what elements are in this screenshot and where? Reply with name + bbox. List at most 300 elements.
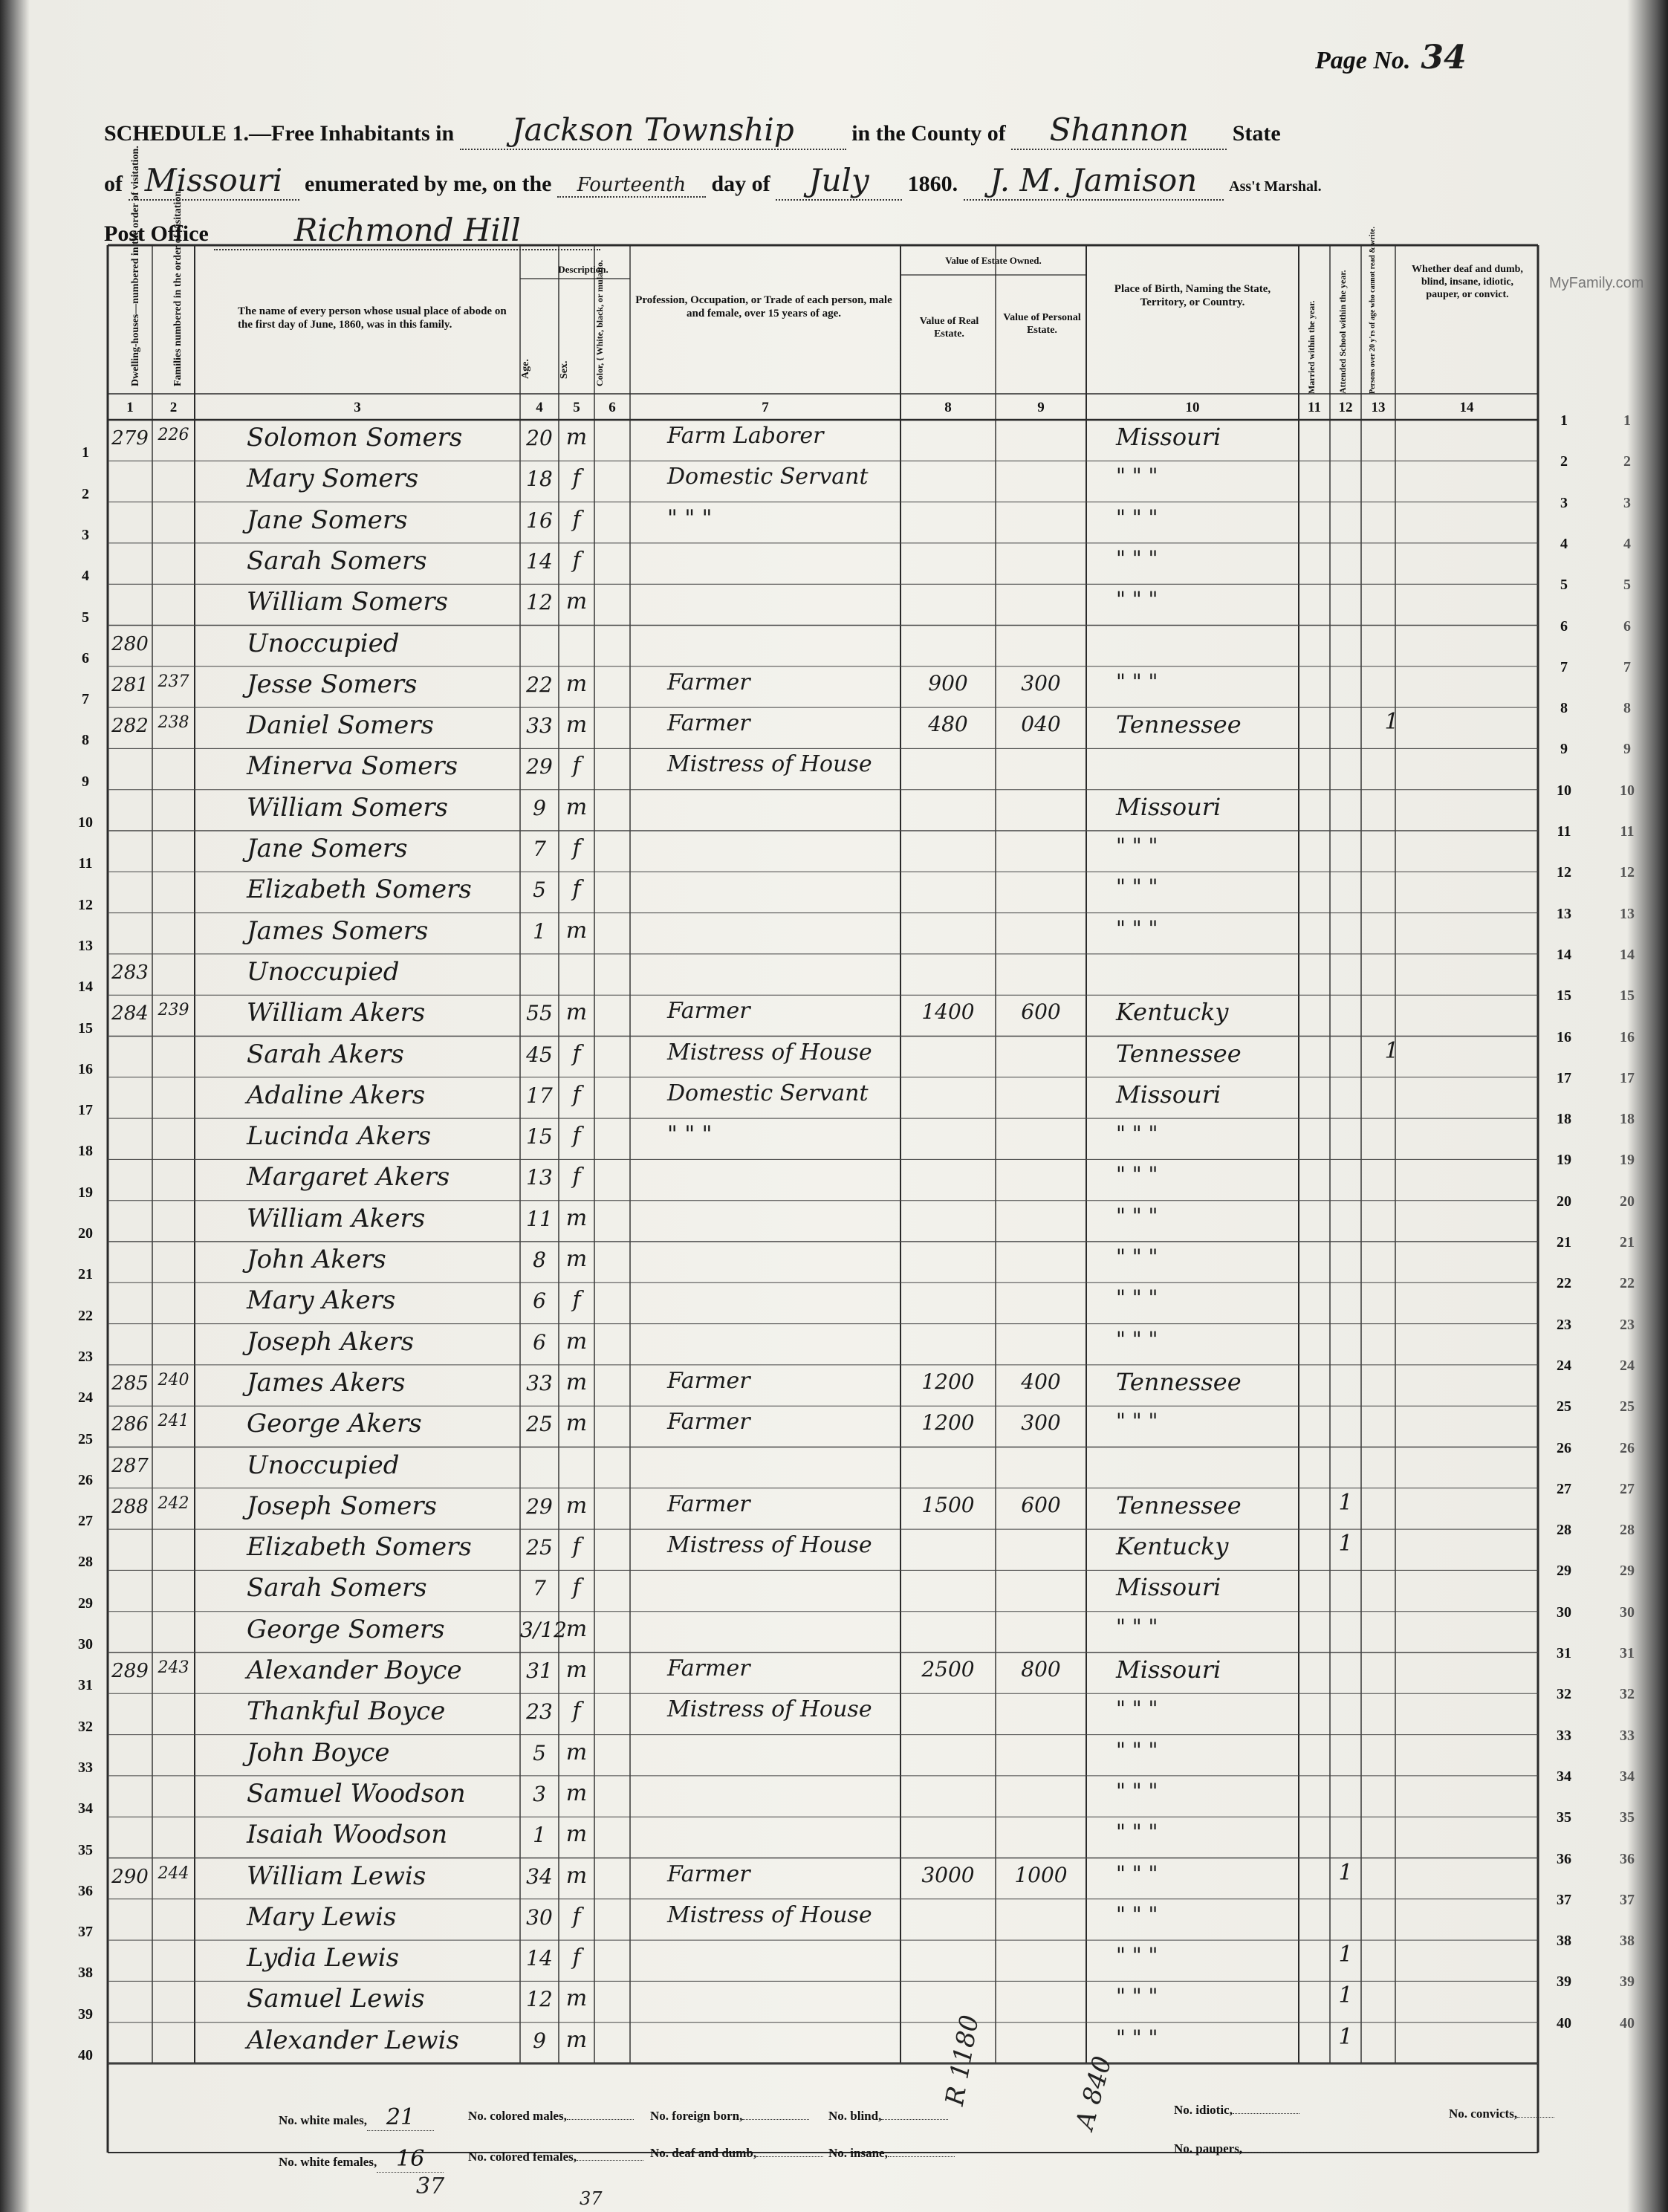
person-name: William Somers (247, 792, 448, 823)
post-office-name: Richmond Hill (293, 212, 521, 248)
occupation: Domestic Servant (667, 464, 869, 490)
sex: f (572, 506, 581, 533)
age: 11 (526, 1206, 553, 1231)
person-name: Sarah Somers (247, 545, 427, 576)
age: 34 (526, 1864, 553, 1889)
person-name: Lydia Lewis (247, 1943, 400, 1973)
sex: f (572, 1945, 581, 1971)
right-line-number: 3 (1560, 494, 1568, 511)
age: 12 (526, 1987, 553, 2012)
real-estate-value: 1400 (921, 999, 975, 1025)
right-line-number: 7 (1623, 658, 1631, 675)
schedule-header-line-1: SCHEDULE 1.—Free Inhabitants in Jackson Township in the County of Shannon State (104, 111, 1281, 150)
right-line-number: 21 (1620, 1234, 1635, 1251)
right-line-number: 29 (1557, 1563, 1571, 1580)
enumeration-month: July (808, 162, 869, 198)
person-name: Isaiah Woodson (247, 1820, 448, 1850)
right-line-number: 36 (1620, 1850, 1635, 1867)
age: 18 (526, 467, 553, 492)
col-header-family: Families numbered in the order of visitation. (172, 188, 184, 386)
right-line-number: 35 (1557, 1809, 1571, 1826)
personal-estate-value: 600 (1021, 1492, 1061, 1517)
col-header-age: Age. (520, 359, 531, 379)
right-line-number: 8 (1623, 700, 1631, 717)
birthplace: Kentucky (1116, 1532, 1229, 1561)
row-line-number: 26 (78, 1471, 93, 1488)
watermark: MyFamily.com (1549, 275, 1644, 291)
occupation: " " " (667, 505, 713, 531)
real-estate-value: 3000 (921, 1862, 975, 1887)
right-line-number: 38 (1557, 1933, 1571, 1950)
family-number: 241 (158, 1412, 189, 1431)
right-line-number: 31 (1620, 1645, 1635, 1661)
age: 16 (526, 507, 553, 533)
birthplace: Missouri (1116, 423, 1221, 451)
right-line-number: 36 (1557, 1850, 1571, 1867)
column-number: 9 (1037, 400, 1045, 415)
right-line-number: 14 (1620, 946, 1635, 963)
age: 25 (526, 1535, 553, 1560)
person-name: Samuel Lewis (247, 1984, 425, 2014)
col-header-condition: Whether deaf and dumb, blind, insane, idiotic, pauper, or convict. (1412, 264, 1523, 300)
sex: f (572, 835, 581, 861)
right-line-number: 12 (1557, 864, 1571, 881)
right-line-number: 40 (1620, 2014, 1635, 2031)
col-header-birthplace: Place of Birth, Naming the State, Territory, or Country. (1114, 283, 1271, 308)
sex: m (565, 424, 588, 450)
person-name: Joseph Akers (247, 1326, 415, 1357)
sex: m (565, 1410, 588, 1437)
sex: f (572, 876, 581, 903)
col-header-real-estate: Value of Real Estate. (919, 316, 979, 340)
col-header-sex: Sex. (559, 360, 570, 379)
right-line-number: 24 (1620, 1357, 1635, 1374)
sex: m (565, 1204, 588, 1231)
person-name: Elizabeth Somers (247, 1532, 472, 1563)
occupation: Farmer (667, 998, 750, 1025)
personal-estate-value: 800 (1021, 1657, 1061, 1681)
right-line-number: 17 (1620, 1069, 1635, 1086)
age: 55 (526, 1001, 553, 1026)
person-name: Margaret Akers (247, 1162, 450, 1193)
right-line-number: 19 (1620, 1152, 1635, 1169)
person-name: Thankful Boyce (247, 1696, 446, 1727)
birthplace: " " " (1116, 1203, 1158, 1228)
col-header-married: Married within the year. (1306, 300, 1317, 394)
occupation: Mistress of House (667, 751, 872, 778)
right-line-number: 6 (1623, 617, 1631, 635)
row-line-number: 15 (78, 1019, 93, 1037)
age: 29 (526, 1493, 553, 1519)
row-line-number: 29 (78, 1595, 93, 1612)
sex: m (565, 794, 588, 820)
person-name: Mary Lewis (247, 1901, 397, 1932)
sex: f (572, 1534, 581, 1560)
row-line-number: 22 (78, 1307, 93, 1324)
col-header-illiterate: Persons over 20 y'rs of age who cannot read & write. (1369, 227, 1377, 394)
person-name: George Somers (247, 1614, 445, 1644)
person-name: Alexander Boyce (247, 1655, 462, 1685)
age: 14 (526, 1946, 553, 1971)
right-line-number: 4 (1623, 535, 1631, 552)
birthplace: " " " (1116, 1245, 1158, 1269)
illiterate-mark: 1 (1384, 1037, 1399, 1064)
right-line-number: 26 (1557, 1439, 1571, 1456)
birthplace: " " " (1116, 1409, 1158, 1434)
row-line-number: 19 (78, 1184, 93, 1201)
person-name: Unoccupied (247, 1450, 400, 1480)
age: 22 (526, 672, 553, 697)
birthplace: " " " (1116, 587, 1158, 612)
right-line-number: 9 (1560, 741, 1568, 758)
right-line-number: 15 (1620, 987, 1635, 1005)
person-name: Sarah Somers (247, 1573, 427, 1603)
row-line-number: 24 (78, 1389, 93, 1407)
right-line-number: 11 (1620, 823, 1635, 840)
footer-white-females: No. white females, 16 (279, 2146, 444, 2173)
family-number: 240 (158, 1370, 189, 1389)
column-number: 8 (944, 400, 952, 415)
person-name: George Akers (247, 1409, 422, 1439)
col-header-personal-estate: Value of Personal Estate. (1003, 312, 1081, 336)
birthplace: Tennessee (1116, 1367, 1242, 1396)
right-line-number: 19 (1557, 1152, 1571, 1169)
age: 33 (526, 713, 553, 739)
occupation: Domestic Servant (667, 1080, 869, 1106)
sex: m (565, 1615, 588, 1642)
sex: m (565, 1739, 588, 1765)
row-line-number: 30 (78, 1636, 93, 1652)
occupation: " " " (667, 1121, 713, 1148)
person-name: Joseph Somers (247, 1491, 437, 1521)
person-name: William Somers (247, 587, 448, 617)
personal-estate-value: 300 (1021, 1410, 1061, 1436)
row-line-number: 31 (78, 1677, 93, 1694)
age: 45 (526, 1042, 553, 1067)
row-line-number: 2 (82, 485, 89, 502)
right-line-number: 8 (1560, 700, 1568, 717)
row-line-number: 18 (78, 1143, 93, 1160)
illiterate-mark: 1 (1384, 709, 1399, 736)
right-line-number: 34 (1620, 1768, 1635, 1785)
col-header-name: The name of every person whose usual place of abode on the first day of June, 1860, was in this family. (238, 305, 507, 331)
age: 3/12 (520, 1617, 567, 1642)
real-estate-value: 900 (928, 670, 968, 695)
birthplace: " " " (1116, 1820, 1158, 1845)
row-line-number: 21 (78, 1266, 93, 1283)
sex: f (572, 1081, 581, 1108)
row-line-number: 9 (82, 773, 89, 790)
birthplace: Tennessee (1116, 710, 1242, 739)
right-line-number: 26 (1620, 1439, 1635, 1456)
person-name: William Lewis (247, 1861, 426, 1891)
school-mark: 1 (1338, 1859, 1353, 1886)
person-name: John Boyce (247, 1737, 390, 1768)
row-line-number: 13 (78, 937, 93, 954)
row-line-number: 7 (82, 691, 89, 708)
right-line-number: 3 (1623, 494, 1631, 511)
row-line-number: 33 (78, 1759, 93, 1776)
sex: m (565, 2026, 588, 2053)
footer-idiotic: No. idiotic, (1174, 2103, 1299, 2118)
row-line-number: 28 (78, 1554, 93, 1571)
row-line-number: 1 (82, 444, 89, 461)
sex: m (565, 588, 588, 615)
birthplace: " " " (1116, 915, 1158, 941)
right-line-number: 28 (1620, 1522, 1635, 1539)
footer-deaf-dumb: No. deaf and dumb, (650, 2146, 823, 2161)
sex: m (565, 1246, 588, 1272)
dwelling-number: 287 (111, 1454, 149, 1477)
person-name: John Akers (247, 1245, 386, 1274)
footer-paupers: No. paupers, (1174, 2141, 1309, 2156)
family-number: 243 (158, 1658, 189, 1677)
person-name: Unoccupied (247, 956, 400, 987)
footer-real-estate-total: R 1180 (940, 2012, 985, 2108)
right-line-number: 18 (1620, 1111, 1635, 1128)
real-estate-value: 480 (928, 712, 968, 737)
family-number: 242 (158, 1493, 189, 1513)
person-name: William Akers (247, 998, 426, 1028)
person-name: Jane Somers (247, 505, 408, 535)
right-line-number: 22 (1620, 1275, 1635, 1292)
right-line-number: 15 (1557, 987, 1571, 1005)
row-line-number: 8 (82, 732, 89, 749)
right-line-number: 27 (1620, 1480, 1635, 1497)
age: 23 (526, 1699, 553, 1725)
sex: m (565, 1369, 588, 1395)
col-header-school: Attended School within the year. (1337, 270, 1348, 394)
age: 3 (533, 1781, 546, 1806)
age: 1 (533, 1823, 546, 1848)
age: 5 (533, 1740, 546, 1765)
birthplace: Tennessee (1116, 1491, 1242, 1519)
dwelling-number: 279 (111, 427, 149, 450)
right-line-number: 40 (1557, 2014, 1571, 2031)
col-header-estate: Value of Estate Owned. (945, 255, 1042, 266)
real-estate-value: 1500 (921, 1492, 975, 1517)
row-line-number: 4 (82, 568, 89, 585)
occupation: Mistress of House (667, 1696, 872, 1723)
right-line-number: 6 (1560, 617, 1568, 635)
right-line-number: 23 (1557, 1316, 1571, 1333)
schedule-header-line-3: Post Office Richmond Hill (104, 212, 600, 250)
right-line-number: 20 (1620, 1193, 1635, 1210)
dwelling-number: 281 (111, 673, 149, 696)
birthplace: Missouri (1116, 792, 1221, 821)
row-line-number: 37 (78, 1924, 93, 1941)
age: 15 (526, 1124, 553, 1149)
person-name: Adaline Akers (247, 1080, 426, 1110)
birthplace: " " " (1116, 1162, 1158, 1187)
age: 17 (526, 1083, 553, 1108)
person-name: Mary Akers (247, 1285, 396, 1316)
sex: f (572, 1574, 581, 1601)
birthplace: " " " (1116, 834, 1158, 858)
dwelling-number: 286 (111, 1413, 149, 1436)
dwelling-number: 282 (111, 715, 149, 738)
sex: f (572, 1123, 581, 1149)
person-name: James Akers (247, 1367, 406, 1398)
sex: m (565, 670, 588, 697)
row-line-number: 16 (78, 1060, 93, 1077)
footer-bottom-number: 37 (580, 2188, 603, 2209)
row-line-number: 10 (78, 814, 93, 831)
person-name: Unoccupied (247, 628, 400, 658)
birthplace: " " " (1116, 1326, 1158, 1352)
footer-blind: No. blind, (828, 2109, 948, 2124)
birthplace: " " " (1116, 1984, 1158, 2009)
birthplace: " " " (1116, 2025, 1158, 2050)
right-line-number: 16 (1620, 1028, 1635, 1045)
birthplace: " " " (1116, 505, 1158, 530)
occupation: Farmer (667, 669, 750, 695)
age: 1 (533, 918, 546, 944)
age: 25 (526, 1412, 553, 1437)
family-number: 239 (158, 1001, 189, 1020)
birthplace: " " " (1116, 1737, 1158, 1762)
real-estate-value: 2500 (921, 1657, 975, 1681)
footer-personal-estate-total: A 840 (1070, 2053, 1118, 2133)
sex: m (565, 1985, 588, 2012)
right-line-number: 11 (1557, 823, 1571, 840)
right-line-number: 20 (1557, 1193, 1571, 1210)
footer-grand-total: 37 (416, 2173, 445, 2199)
school-mark: 1 (1338, 1942, 1353, 1968)
column-number: 6 (609, 400, 616, 415)
birthplace: Tennessee (1116, 1039, 1242, 1068)
occupation: Farmer (667, 1367, 750, 1394)
right-line-number: 27 (1557, 1480, 1571, 1497)
birthplace: " " " (1116, 464, 1158, 489)
right-line-number: 9 (1623, 741, 1631, 758)
right-line-number: 24 (1557, 1357, 1571, 1374)
sex: m (565, 1328, 588, 1355)
col-header-dwelling: Dwelling-houses—numbered in the order of visitation. (130, 146, 141, 386)
birthplace: " " " (1116, 1614, 1158, 1639)
right-line-number: 33 (1620, 1727, 1635, 1744)
sex: f (572, 1040, 581, 1067)
marshal-signature: J. M. Jamison (990, 162, 1198, 198)
right-line-number: 2 (1623, 453, 1631, 470)
right-line-number: 7 (1560, 658, 1568, 675)
occupation: Farmer (667, 1409, 750, 1436)
right-line-number: 5 (1560, 577, 1568, 594)
right-line-number: 5 (1623, 577, 1631, 594)
sex: m (565, 1657, 588, 1683)
age: 6 (533, 1329, 546, 1355)
right-line-number: 30 (1557, 1603, 1571, 1621)
right-line-number: 1 (1560, 412, 1568, 429)
right-line-number: 30 (1620, 1603, 1635, 1621)
family-number: 237 (158, 672, 189, 691)
age: 13 (526, 1165, 553, 1190)
column-number: 3 (354, 400, 361, 415)
right-line-number: 37 (1620, 1891, 1635, 1908)
right-line-number: 28 (1557, 1522, 1571, 1539)
col-header-occupation: Profession, Occupation, or Trade of each person, male and female, over 15 years of age. (635, 294, 892, 320)
birthplace: " " " (1116, 875, 1158, 900)
row-line-number: 20 (78, 1225, 93, 1242)
person-name: Sarah Akers (247, 1039, 404, 1069)
row-line-number: 12 (78, 896, 93, 913)
row-line-number: 34 (78, 1800, 93, 1817)
person-name: Daniel Somers (247, 710, 434, 741)
family-number: 238 (158, 713, 189, 733)
person-name: Alexander Lewis (247, 2025, 459, 2055)
right-line-number: 25 (1557, 1398, 1571, 1415)
column-number: 4 (536, 400, 543, 415)
birthplace: Missouri (1116, 1080, 1221, 1109)
schedule-header-line-2: of Missouri enumerated by me, on the Fourteenth day of July 1860. J. M. Jamison Ass't Marshal. (104, 162, 1322, 201)
personal-estate-value: 1000 (1014, 1862, 1068, 1887)
birthplace: " " " (1116, 1285, 1158, 1311)
right-line-number: 10 (1620, 782, 1635, 799)
sex: f (572, 547, 581, 574)
right-line-number: 39 (1557, 1973, 1571, 1991)
row-line-number: 39 (78, 2005, 93, 2023)
person-name: James Somers (247, 915, 429, 946)
birthplace: Missouri (1116, 1655, 1221, 1684)
column-number: 1 (126, 400, 134, 415)
right-line-number: 10 (1557, 782, 1571, 799)
occupation: Farmer (667, 1861, 750, 1887)
right-line-number: 21 (1557, 1234, 1571, 1251)
column-number: 5 (573, 400, 580, 415)
school-mark: 1 (1338, 1982, 1353, 2009)
township-name: Jackson Township (511, 111, 794, 148)
birthplace: " " " (1116, 1121, 1158, 1146)
personal-estate-value: 300 (1021, 670, 1061, 695)
age: 30 (526, 1904, 553, 1930)
birthplace: Kentucky (1116, 998, 1229, 1027)
age: 33 (526, 1370, 553, 1395)
age: 9 (533, 2028, 546, 2053)
birthplace: " " " (1116, 1901, 1158, 1927)
right-line-number: 13 (1557, 905, 1571, 922)
person-name: Mary Somers (247, 464, 419, 494)
page-number: Page No. 34 (1315, 39, 1467, 77)
dwelling-number: 288 (111, 1495, 149, 1518)
person-name: Samuel Woodson (247, 1778, 466, 1809)
sex: m (565, 1821, 588, 1848)
right-line-number: 32 (1557, 1686, 1571, 1703)
row-line-number: 32 (78, 1718, 93, 1735)
row-line-number: 11 (78, 855, 93, 872)
person-name: Jesse Somers (247, 669, 418, 699)
age: 5 (533, 878, 546, 903)
col-header-color: Color, { White, black, or mulatto. (594, 259, 605, 386)
sex: f (572, 1698, 581, 1725)
footer-colored-males: No. colored males, (468, 2109, 634, 2124)
real-estate-value: 1200 (921, 1369, 975, 1394)
birthplace: " " " (1116, 669, 1158, 694)
right-line-number: 34 (1557, 1768, 1571, 1785)
footer-insane: No. insane, (828, 2146, 955, 2161)
occupation: Farmer (667, 1491, 750, 1517)
right-line-number: 18 (1557, 1111, 1571, 1128)
dwelling-number: 280 (111, 632, 149, 655)
right-line-number: 14 (1557, 946, 1571, 963)
age: 31 (526, 1658, 553, 1683)
personal-estate-value: 400 (1021, 1369, 1061, 1394)
right-line-number: 32 (1620, 1686, 1635, 1703)
sex: m (565, 712, 588, 739)
right-line-number: 31 (1557, 1645, 1571, 1661)
school-mark: 1 (1338, 1489, 1353, 1516)
right-line-number: 37 (1557, 1891, 1571, 1908)
right-line-number: 13 (1620, 905, 1635, 922)
